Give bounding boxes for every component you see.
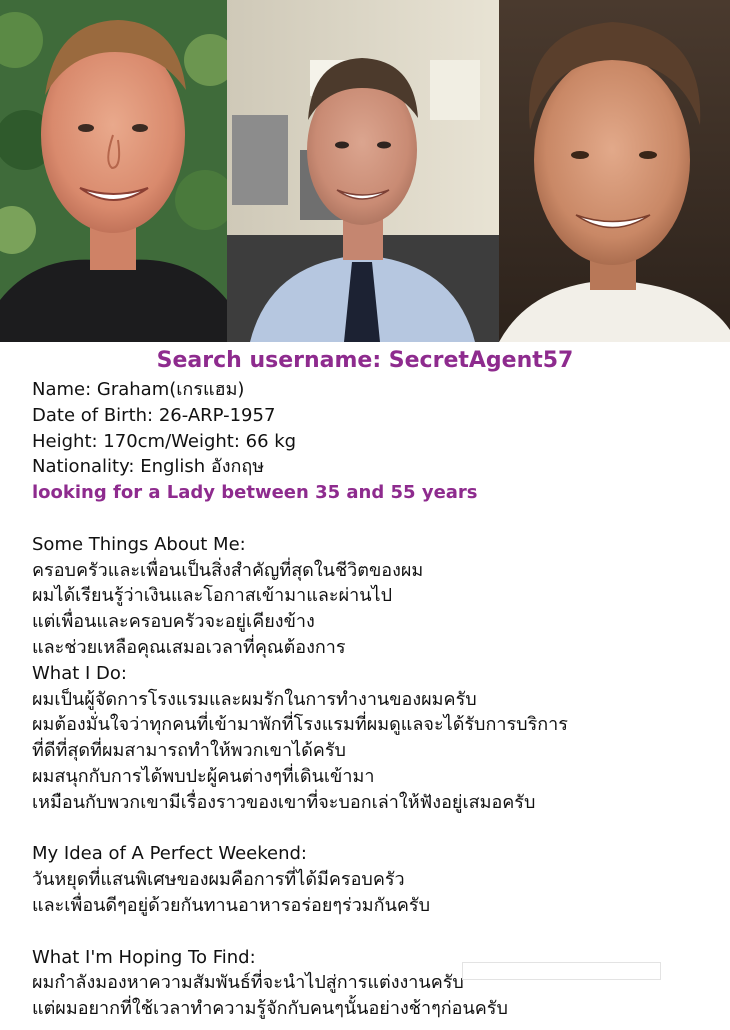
about-line: และช่วยเหลือคุณเสมอเวลาที่คุณต้องการ <box>32 636 346 658</box>
profile-photo-1 <box>0 0 236 342</box>
search-username-headline: Search username: SecretAgent57 <box>156 348 574 373</box>
work-line: ผมสนุกกับการได้พบปะผู้คนต่างๆที่เดินเข้ามา <box>32 765 375 787</box>
profile-nationality: Nationality: English อังกฤษ <box>32 456 265 478</box>
section-gap <box>32 816 722 842</box>
section-gap <box>32 919 722 945</box>
profile-photo-2 <box>227 0 499 342</box>
photo-strip <box>0 0 730 342</box>
profile-text <box>32 377 722 1022</box>
work-line: ที่ดีที่สุดที่ผมสามารถทำให้พวกเขาได้ครับ <box>32 740 346 762</box>
weekend-heading: My Idea of A Perfect Weekend: <box>32 843 307 865</box>
faint-outline-box <box>462 962 661 980</box>
hoping-heading: What I'm Hoping To Find: <box>32 946 256 968</box>
work-heading: What I Do: <box>32 662 127 684</box>
section-gap <box>32 506 722 532</box>
about-heading: Some Things About Me: <box>32 533 246 555</box>
about-line: ครอบครัวและเพื่อนเป็นสิ่งสำคัญที่สุดในชีวิตของผม <box>32 559 424 581</box>
profile-height-weight: Height: 170cm/Weight: 66 kg <box>32 430 297 452</box>
profile-dob: Date of Birth: 26-ARP-1957 <box>32 404 276 426</box>
about-line: แต่เพื่อนและครอบครัวจะอยู่เคียงข้าง <box>32 611 315 633</box>
weekend-line: และเพื่อนดีๆอยู่ด้วยกันทานอาหารอร่อยๆร่วมกันครับ <box>32 894 431 916</box>
weekend-line: วันหยุดที่แสนพิเศษของผมคือการที่ได้มีครอบครัว <box>32 869 405 891</box>
work-line: ผมต้องมั่นใจว่าทุกคนที่เข้ามาพักที่โรงแรมที่ผมดูแลจะได้รับการบริการ <box>32 714 568 736</box>
work-line: เหมือนกับพวกเขามีเรื่องราวของเขาที่จะบอกเล่าให้ฟังอยู่เสมอครับ <box>32 791 536 813</box>
work-line: ผมเป็นผู้จัดการโรงแรมและผมรักในการทำงานของผมครับ <box>32 688 477 710</box>
hoping-line: แต่ผมอยากที่ใช้เวลาทำความรู้จักกับคนๆนั้นอย่างช้าๆก่อนครับ <box>32 998 508 1020</box>
profile-photo-3 <box>499 0 730 342</box>
about-line: ผมได้เรียนรู้ว่าเงินและโอกาสเข้ามาและผ่านไป <box>32 585 392 607</box>
hoping-line: ผมกำลังมองหาความสัมพันธ์ที่จะนำไปสู่การแต่งงานครับ <box>32 972 464 994</box>
looking-for-line: looking for a Lady between 35 and 55 years <box>32 482 478 504</box>
profile-name: Name: Graham(เกรแฮม) <box>32 379 245 400</box>
